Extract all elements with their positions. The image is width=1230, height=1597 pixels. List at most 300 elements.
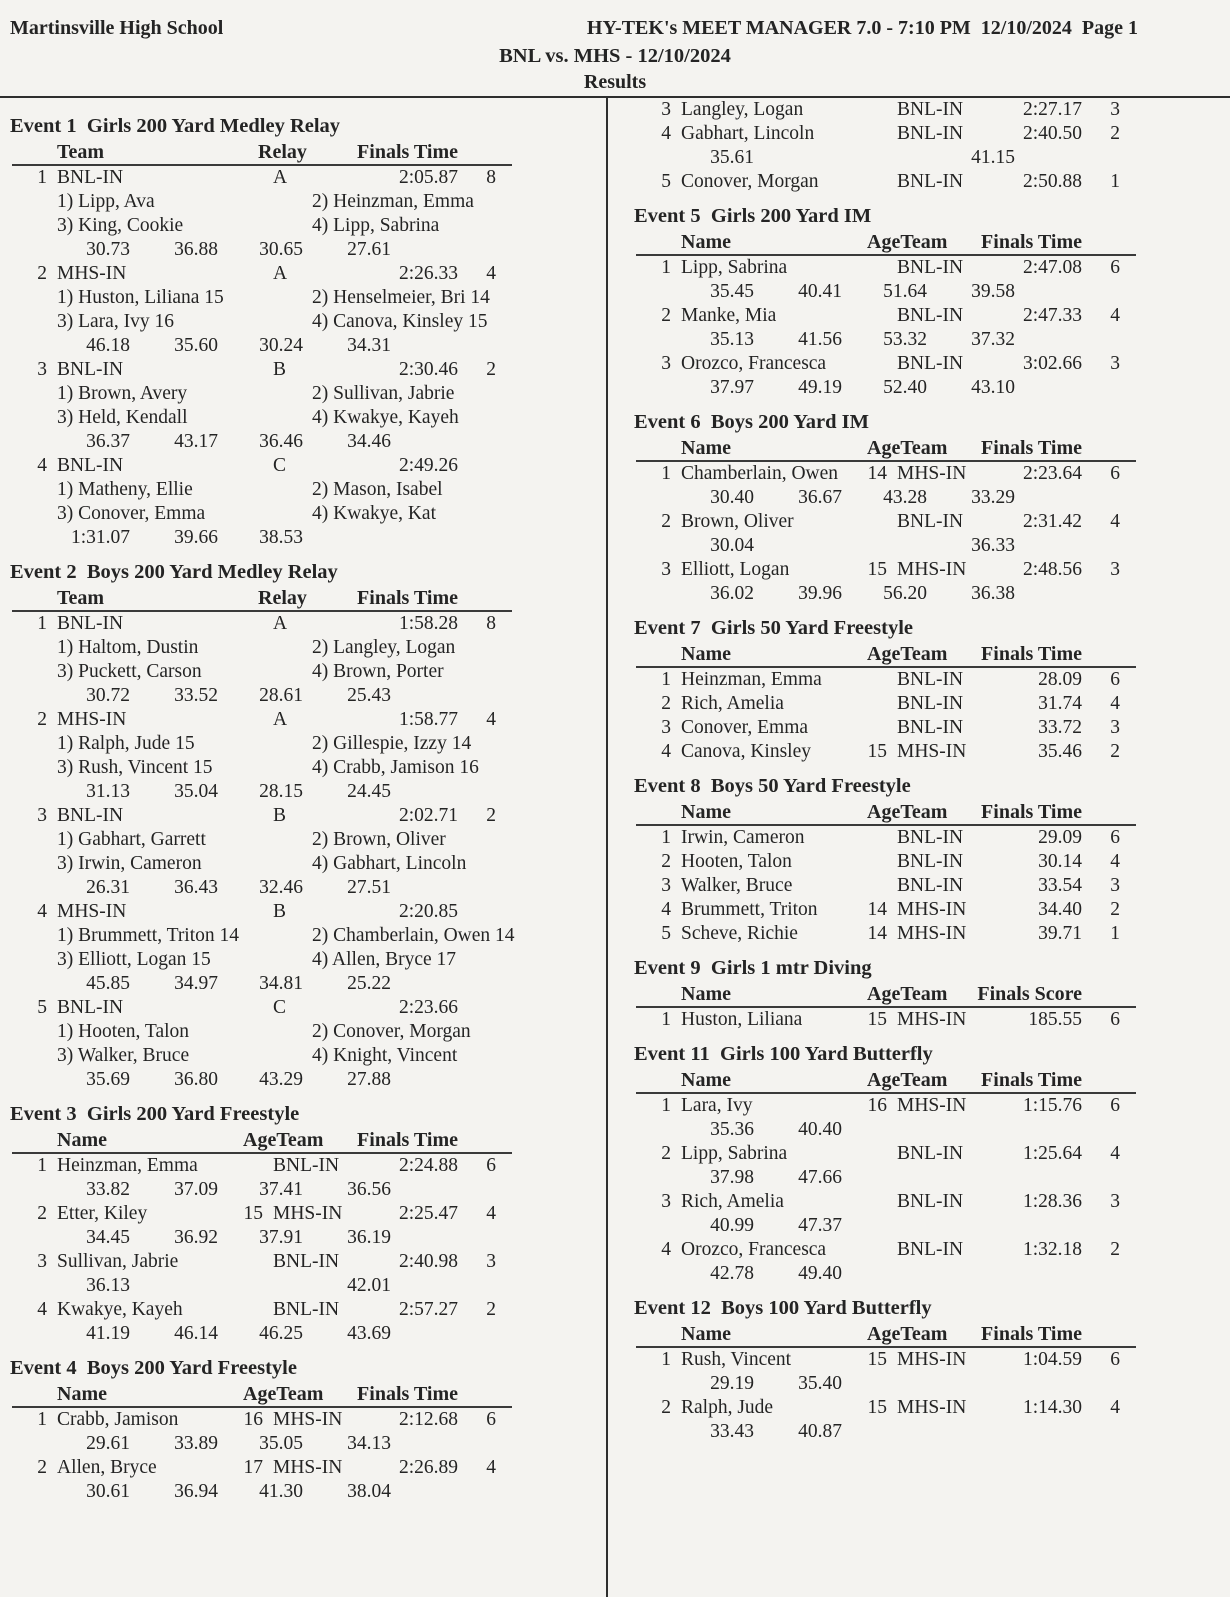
split-time: 40.40 [798,1119,842,1140]
place-number: 1 [37,167,47,188]
relay-swimmer: 3) Conover, Emma [57,503,206,524]
points-value: 3 [1110,99,1120,120]
column-header-name: Team [57,141,105,163]
relay-letter: C [273,997,287,1018]
team-code: BNL-IN [273,1251,340,1272]
split-time: 39.96 [798,583,842,604]
splits-row [634,376,1216,400]
relay-swimmer: 2) Chamberlain, Owen 14 [312,925,515,946]
split-time: 35.04 [174,781,218,802]
column-header-name: Name [57,1129,107,1151]
relay-swimmers-row [10,1044,592,1068]
finals-time: 1:14.30 [1022,1397,1082,1418]
splits-row [10,1178,592,1202]
finals-time: 2:40.98 [398,1251,458,1272]
points-value: 1 [1110,171,1120,192]
place-number: 1 [661,669,671,690]
relay-swimmer: 3) Lara, Ivy 16 [57,311,174,332]
place-number: 1 [37,1409,47,1430]
finals-time: 2:30.46 [398,359,458,380]
swimmer-name: Gabhart, Lincoln [681,123,815,144]
splits-row [10,1226,592,1250]
points-value: 3 [1110,559,1120,580]
table-header-row [634,1068,1216,1094]
result-row [10,1408,592,1432]
place-number: 4 [37,901,47,922]
event-title: Event 5 Girls 200 Yard IM [634,205,872,227]
column-header-ageteam: AgeTeam [867,801,948,823]
finals-time: 1:58.77 [398,709,458,730]
split-time: 34.46 [347,431,391,452]
split-time: 30.73 [86,239,130,260]
swimmer-age: 14 [867,899,887,920]
relay-team-name: MHS-IN [57,709,127,730]
column-header-ageteam: AgeTeam [867,231,948,253]
event-title: Event 7 Girls 50 Yard Freestyle [634,617,913,639]
team-code: MHS-IN [897,1009,967,1030]
relay-swimmers-row [10,948,592,972]
relay-swimmer: 4) Knight, Vincent [312,1045,458,1066]
splits-row [10,334,592,358]
relay-swimmers-row [10,382,592,406]
result-row [634,716,1216,740]
event-title: Event 1 Girls 200 Yard Medley Relay [10,115,341,137]
swimmer-name: Rich, Amelia [681,1191,784,1212]
swimmer-name: Heinzman, Emma [57,1155,198,1176]
points-value: 6 [1110,463,1120,484]
finals-time: 2:48.56 [1022,559,1082,580]
split-time: 28.61 [259,685,303,706]
column-header-name: Team [57,587,105,609]
relay-swimmer: 2) Heinzman, Emma [312,191,474,212]
split-time: 33.82 [86,1179,130,1200]
split-time: 36.46 [259,431,303,452]
place-number: 3 [37,805,47,826]
relay-team-name: MHS-IN [57,901,127,922]
column-header-name: Name [681,1069,731,1091]
relay-team-name: BNL-IN [57,167,124,188]
result-row [10,804,592,828]
column-header-name: Name [681,437,731,459]
split-time: 39.58 [971,281,1015,302]
finals-time: 2:47.08 [1022,257,1082,278]
finals-time: 2:40.50 [1022,123,1082,144]
place-number: 1 [661,1095,671,1116]
result-row [634,304,1216,328]
relay-letter: B [273,901,287,922]
split-time: 40.41 [798,281,842,302]
splits-row [10,1480,592,1504]
points-value: 4 [1110,305,1120,326]
meet-title: BNL vs. MHS - 12/10/2024 [499,45,731,67]
swimmer-name: Orozco, Francesca [681,353,827,374]
splits-row [10,1274,592,1298]
split-time: 42.78 [710,1263,754,1284]
split-time: 35.05 [259,1433,303,1454]
relay-swimmer: 1) Gabhart, Garrett [57,829,206,850]
team-code: MHS-IN [273,1409,343,1430]
event-title: Event 9 Girls 1 mtr Diving [634,957,872,979]
relay-swimmers-row [10,1020,592,1044]
split-time: 51.64 [883,281,927,302]
points-value: 4 [486,1203,496,1224]
split-time: 33.43 [710,1421,754,1442]
split-time: 37.97 [710,377,754,398]
finals-time: 2:25.47 [398,1203,458,1224]
points-value: 3 [1110,875,1120,896]
result-row [634,850,1216,874]
points-value: 3 [486,1251,496,1272]
points-value: 2 [1110,123,1120,144]
relay-letter: B [273,805,287,826]
split-time: 43.10 [971,377,1015,398]
place-number: 3 [661,99,671,120]
finals-time: 33.54 [1038,875,1082,896]
relay-swimmer: 2) Sullivan, Jabrie [312,383,455,404]
relay-swimmer: 1) Huston, Liliana 15 [57,287,224,308]
points-value: 1 [1110,923,1120,944]
split-time: 38.53 [259,527,303,548]
place-number: 2 [661,305,671,326]
splits-row [634,486,1216,510]
points-value: 2 [1110,741,1120,762]
place-number: 2 [661,1143,671,1164]
swimmer-age: 15 [867,741,887,762]
place-number: 3 [661,717,671,738]
relay-swimmer: 4) Allen, Bryce 17 [312,949,457,970]
split-time: 36.19 [347,1227,391,1248]
swimmer-age: 15 [243,1203,263,1224]
team-code: BNL-IN [897,305,964,326]
relay-letter: A [273,709,288,730]
split-time: 30.24 [259,335,303,356]
relay-swimmer: 1) Lipp, Ava [57,191,155,212]
split-time: 35.13 [710,329,754,350]
result-row [10,454,592,478]
split-time: 36.37 [86,431,130,452]
splits-row [10,430,592,454]
team-code: MHS-IN [273,1203,343,1224]
split-time: 30.04 [710,535,754,556]
team-code: BNL-IN [897,123,964,144]
column-header-ageteam: AgeTeam [867,983,948,1005]
event-title: Event 2 Boys 200 Yard Medley Relay [10,561,338,583]
relay-swimmer: 1) Haltom, Dustin [57,637,199,658]
column-header-ageteam: AgeTeam [867,643,948,665]
points-value: 2 [1110,899,1120,920]
swimmer-age: 15 [867,1009,887,1030]
split-time: 47.37 [798,1215,842,1236]
relay-swimmer: 4) Canova, Kinsley 15 [312,311,488,332]
splits-row [634,1118,1216,1142]
result-row [10,262,592,286]
relay-swimmer: 1) Hooten, Talon [57,1021,190,1042]
place-number: 1 [37,1155,47,1176]
left-column [10,104,592,1504]
finals-time: 29.09 [1038,827,1082,848]
split-time: 36.56 [347,1179,391,1200]
split-time: 35.69 [86,1069,130,1090]
result-row [634,256,1216,280]
team-code: BNL-IN [273,1299,340,1320]
split-time: 29.19 [710,1373,754,1394]
finals-time: 1:32.18 [1022,1239,1082,1260]
swimmer-name: Orozco, Francesca [681,1239,827,1260]
split-time: 46.14 [174,1323,218,1344]
swimmer-name: Crabb, Jamison [57,1409,179,1430]
split-time: 46.25 [259,1323,303,1344]
finals-time: 185.55 [1028,1009,1082,1030]
swimmer-name: Rich, Amelia [681,693,784,714]
split-time: 41.15 [971,147,1015,168]
relay-swimmers-row [10,286,592,310]
result-row [634,692,1216,716]
points-value: 6 [1110,1095,1120,1116]
splits-row [10,684,592,708]
relay-swimmers-row [10,478,592,502]
place-number: 2 [661,511,671,532]
team-code: BNL-IN [897,693,964,714]
team-code: MHS-IN [897,1095,967,1116]
points-value: 6 [1110,1349,1120,1370]
relay-team-name: MHS-IN [57,263,127,284]
split-time: 34.45 [86,1227,130,1248]
split-time: 36.88 [174,239,218,260]
splits-row [10,1432,592,1456]
points-value: 2 [1110,1239,1120,1260]
team-code: BNL-IN [897,1191,964,1212]
column-header-name: Name [681,983,731,1005]
team-code: BNL-IN [897,511,964,532]
split-time: 41.19 [86,1323,130,1344]
finals-time: 2:02.71 [398,805,458,826]
splits-row [10,238,592,262]
team-code: MHS-IN [897,923,967,944]
result-row [634,826,1216,850]
column-header-name: Name [57,1383,107,1405]
swimmer-age: 15 [867,559,887,580]
place-number: 2 [37,1203,47,1224]
swimmer-name: Kwakye, Kayeh [57,1299,183,1320]
split-time: 40.99 [710,1215,754,1236]
place-number: 1 [661,463,671,484]
points-value: 4 [1110,693,1120,714]
splits-row [10,1068,592,1092]
swimmer-name: Lipp, Sabrina [681,257,788,278]
relay-swimmer: 1) Ralph, Jude 15 [57,733,195,754]
place-number: 4 [661,899,671,920]
relay-swimmer: 3) King, Cookie [57,215,184,236]
splits-row [634,582,1216,606]
team-code: BNL-IN [897,257,964,278]
result-row [634,1238,1216,1262]
points-value: 2 [486,359,496,380]
relay-swimmer: 3) Rush, Vincent 15 [57,757,213,778]
event-title: Event 3 Girls 200 Yard Freestyle [10,1103,300,1125]
split-time: 30.40 [710,487,754,508]
swimmer-age: 15 [867,1349,887,1370]
finals-time: 2:05.87 [398,167,458,188]
result-row [634,558,1216,582]
relay-swimmer: 2) Gillespie, Izzy 14 [312,733,472,754]
table-header-row [10,586,592,612]
team-code: MHS-IN [273,1457,343,1478]
swimmer-name: Ralph, Jude [681,1397,774,1418]
event-title: Event 4 Boys 200 Yard Freestyle [10,1357,297,1379]
split-time: 36.38 [971,583,1015,604]
relay-swimmer: 2) Conover, Morgan [312,1021,471,1042]
finals-time: 1:58.28 [398,613,458,634]
place-number: 1 [661,1009,671,1030]
relay-swimmer: 4) Brown, Porter [312,661,444,682]
split-time: 35.40 [798,1373,842,1394]
finals-time: 30.14 [1038,851,1082,872]
results-heading: Results [583,71,647,93]
points-value: 6 [1110,1009,1120,1030]
column-header-finals: Finals Time [357,1129,458,1151]
place-number: 4 [661,123,671,144]
split-time: 46.18 [86,335,130,356]
split-time: 25.43 [347,685,391,706]
finals-time: 2:57.27 [398,1299,458,1320]
swimmer-name: Huston, Liliana [681,1009,803,1030]
result-row [10,996,592,1020]
splits-row [634,1420,1216,1444]
table-header-row [634,230,1216,256]
relay-swimmer: 3) Irwin, Cameron [57,853,202,874]
splits-row [10,1322,592,1346]
result-row [10,1250,592,1274]
finals-time: 2:50.88 [1022,171,1082,192]
points-value: 2 [486,1299,496,1320]
split-time: 30.65 [259,239,303,260]
relay-swimmer: 3) Puckett, Carson [57,661,202,682]
split-time: 43.28 [883,487,927,508]
finals-time: 3:02.66 [1022,353,1082,374]
splits-row [634,328,1216,352]
swimmer-age: 16 [243,1409,263,1430]
split-time: 35.60 [174,335,218,356]
relay-swimmers-row [10,756,592,780]
points-value: 8 [486,613,496,634]
event-title: Event 8 Boys 50 Yard Freestyle [634,775,911,797]
split-time: 35.61 [710,147,754,168]
swimmer-name: Chamberlain, Owen [681,463,839,484]
result-row [10,1456,592,1480]
relay-swimmer: 1) Brown, Avery [57,383,188,404]
splits-row [634,280,1216,304]
result-row [634,122,1216,146]
result-row [10,358,592,382]
result-row [634,1008,1216,1032]
points-value: 3 [1110,1191,1120,1212]
column-header-finals: Finals Time [981,231,1082,253]
column-header-name: Name [681,231,731,253]
points-value: 3 [1110,353,1120,374]
split-time: 25.22 [347,973,391,994]
split-time: 27.51 [347,877,391,898]
split-time: 33.89 [174,1433,218,1454]
place-number: 3 [661,1191,671,1212]
split-time: 45.85 [86,973,130,994]
split-time: 32.46 [259,877,303,898]
result-row [10,708,592,732]
result-row [634,898,1216,922]
split-time: 31.13 [86,781,130,802]
split-time: 33.29 [971,487,1015,508]
finals-time: 2:26.89 [398,1457,458,1478]
result-row [634,740,1216,764]
team-code: MHS-IN [897,741,967,762]
relay-swimmers-row [10,636,592,660]
split-time: 24.45 [347,781,391,802]
relay-team-name: BNL-IN [57,997,124,1018]
split-time: 36.02 [710,583,754,604]
split-time: 35.36 [710,1119,754,1140]
place-number: 2 [661,1397,671,1418]
split-time: 30.61 [86,1481,130,1502]
relay-swimmer: 2) Mason, Isabel [312,479,443,500]
result-row [634,1396,1216,1420]
place-number: 5 [661,923,671,944]
split-time: 30.72 [86,685,130,706]
swimmer-name: Canova, Kinsley [681,741,811,762]
relay-swimmers-row [10,310,592,334]
swimmer-age: 14 [867,923,887,944]
table-header-row [634,436,1216,462]
place-number: 1 [661,1349,671,1370]
event-title: Event 6 Boys 200 Yard IM [634,411,869,433]
points-value: 4 [1110,851,1120,872]
points-value: 4 [486,1457,496,1478]
finals-time: 2:27.17 [1022,99,1082,120]
column-header-ageteam: Relay [258,141,307,163]
result-row [10,1154,592,1178]
split-time: 43.69 [347,1323,391,1344]
finals-time: 2:31.42 [1022,511,1082,532]
finals-time: 2:12.68 [398,1409,458,1430]
points-value: 6 [1110,257,1120,278]
split-time: 38.04 [347,1481,391,1502]
team-code: BNL-IN [897,851,964,872]
place-number: 2 [37,709,47,730]
table-header-row [634,982,1216,1008]
column-header-finals: Finals Time [981,1323,1082,1345]
result-row [634,668,1216,692]
split-time: 36.94 [174,1481,218,1502]
splits-row [10,780,592,804]
swimmer-name: Lara, Ivy [681,1095,753,1116]
column-divider [606,97,608,1597]
finals-time: 35.46 [1038,741,1082,762]
team-code: BNL-IN [273,1155,340,1176]
split-time: 27.88 [347,1069,391,1090]
team-code: BNL-IN [897,827,964,848]
relay-swimmer: 4) Crabb, Jamison 16 [312,757,479,778]
place-number: 1 [661,257,671,278]
splits-row [634,1372,1216,1396]
relay-swimmers-row [10,502,592,526]
column-header-ageteam: AgeTeam [867,1069,948,1091]
team-code: BNL-IN [897,1143,964,1164]
event-title: Event 12 Boys 100 Yard Butterfly [634,1297,932,1319]
place-number: 2 [661,851,671,872]
relay-swimmer: 1) Brummett, Triton 14 [57,925,240,946]
swimmer-name: Allen, Bryce [57,1457,157,1478]
column-header-finals: Finals Time [981,1069,1082,1091]
split-time: 40.87 [798,1421,842,1442]
split-time: 37.41 [259,1179,303,1200]
